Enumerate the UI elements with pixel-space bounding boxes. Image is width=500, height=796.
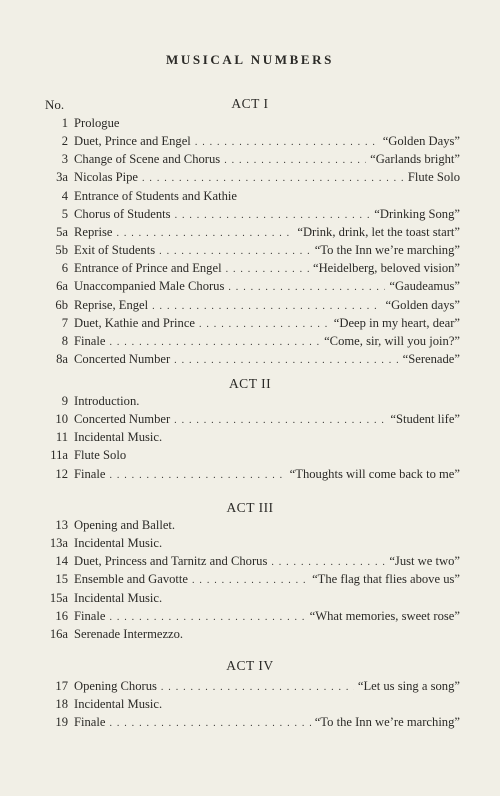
number-label: 16 — [55, 608, 68, 623]
song-title: “To the Inn we’re marching” — [314, 243, 460, 258]
dot-leader — [271, 557, 385, 568]
musical-number-row — [40, 609, 460, 627]
number-label: 8 — [61, 333, 68, 348]
song-title: “Student life” — [390, 412, 460, 427]
dot-leader — [116, 228, 293, 239]
number-label: 5 — [61, 206, 68, 221]
number-description: Chorus of Students — [74, 206, 171, 221]
number-description: Opening and Ballet. — [74, 518, 176, 532]
dot-leader — [174, 355, 398, 366]
number-label: 6 — [61, 261, 68, 276]
musical-number-row — [40, 394, 460, 412]
musical-number-row — [40, 243, 460, 261]
number-label: 14 — [55, 554, 68, 569]
dot-leader — [226, 264, 309, 275]
number-label: 15 — [55, 572, 68, 587]
number-label: 7 — [61, 315, 68, 330]
musical-number-row — [40, 189, 460, 207]
song-title: Flute Solo — [407, 170, 460, 185]
musical-number-row — [40, 591, 460, 609]
number-label: 16a — [49, 626, 68, 641]
dot-leader — [174, 415, 386, 426]
musical-number-row — [40, 170, 460, 188]
number-label: 8a — [56, 351, 68, 366]
musical-number-row — [40, 134, 460, 152]
number-description: Reprise — [74, 224, 113, 239]
act-heading: ACT IV — [226, 658, 274, 673]
number-label: 5b — [55, 243, 68, 258]
number-label: 1 — [61, 116, 68, 130]
dot-leader — [109, 612, 305, 623]
musical-number-row — [40, 518, 460, 536]
song-title: “What memories, sweet rose” — [309, 608, 460, 623]
number-description: Duet, Princess and Tarnitz and Chorus — [74, 554, 268, 569]
musical-number-row — [40, 116, 460, 134]
number-description: Finale — [74, 715, 106, 730]
song-title: “Garlands bright” — [370, 152, 460, 167]
number-description: Introduction. — [74, 394, 140, 408]
musical-number-row — [40, 316, 460, 334]
act-heading: ACT II — [228, 376, 272, 391]
number-label: 9 — [61, 394, 68, 408]
act-heading: ACT I — [231, 96, 269, 111]
number-description: Finale — [74, 466, 106, 481]
number-description: Incidental Music. — [74, 590, 163, 605]
number-description: Incidental Music. — [74, 697, 163, 712]
song-title: “Serenade” — [402, 351, 460, 366]
song-title: “Just we two” — [389, 554, 460, 569]
number-label: 12 — [55, 466, 68, 481]
musical-number-row — [40, 152, 460, 170]
song-title: “Come, sir, will you join?” — [324, 333, 460, 348]
dot-leader — [109, 337, 320, 348]
act-heading: ACT III — [226, 500, 274, 515]
musical-number-row — [40, 334, 460, 352]
number-description: Serenade Intermezzo. — [74, 626, 184, 641]
musical-number-row — [40, 467, 460, 485]
dot-leader — [192, 575, 308, 586]
number-description: Reprise, Engel — [74, 297, 149, 312]
number-description: Ensemble and Gavotte — [74, 572, 189, 587]
song-title: “Golden days” — [385, 297, 460, 312]
musical-number-row — [40, 298, 460, 316]
number-description: Change of Scene and Chorus — [74, 152, 221, 167]
number-label: 11 — [55, 430, 68, 445]
number-label: 6b — [55, 297, 68, 312]
musical-number-row — [40, 715, 460, 733]
number-description: Incidental Music. — [74, 536, 163, 551]
musical-number-row — [40, 554, 460, 572]
number-label: 11a — [50, 448, 68, 463]
song-title: “Thoughts will come back to me” — [289, 466, 460, 481]
number-description: Opening Chorus — [74, 679, 157, 693]
number-description: Duet, Kathie and Prince — [74, 315, 195, 330]
musical-number-row — [40, 627, 460, 645]
song-title: “To the Inn we’re marching” — [314, 715, 460, 730]
number-label: 6a — [56, 279, 68, 294]
musical-number-row — [40, 448, 460, 466]
musical-number-row — [40, 279, 460, 297]
number-description: Concerted Number — [74, 412, 171, 427]
number-label: 3a — [56, 170, 68, 185]
number-description: Duet, Prince and Engel — [74, 134, 191, 149]
number-label: 18 — [55, 697, 68, 712]
song-title: “Drinking Song” — [374, 206, 460, 221]
number-description: Entrance of Prince and Engel — [74, 261, 222, 276]
song-title: “Golden Days” — [382, 134, 460, 149]
song-title: “Let us sing a song” — [357, 679, 460, 693]
dot-leader — [195, 137, 379, 148]
musical-number-row — [40, 679, 460, 697]
musical-number-row — [40, 536, 460, 554]
number-label: 4 — [61, 188, 68, 203]
musical-number-row — [40, 261, 460, 279]
song-title: “Drink, drink, let the toast start” — [297, 224, 460, 239]
dot-leader — [199, 319, 330, 330]
musical-number-row — [40, 225, 460, 243]
dot-leader — [159, 246, 311, 257]
number-description: Flute Solo — [74, 448, 127, 463]
song-title: “Gaudeamus” — [389, 279, 460, 294]
musical-number-row — [40, 412, 460, 430]
dot-leader — [228, 282, 385, 293]
dot-leader — [224, 155, 366, 166]
song-title: “The flag that flies above us” — [312, 572, 460, 587]
musical-number-row — [40, 697, 460, 715]
number-label: 17 — [55, 679, 68, 693]
number-column-label: No. — [45, 97, 65, 112]
number-description: Prologue — [74, 116, 120, 130]
number-description: Concerted Number — [74, 351, 171, 366]
number-label: 19 — [55, 715, 68, 730]
number-label: 13a — [49, 536, 68, 551]
dot-leader — [175, 210, 371, 221]
number-description: Nicolas Pipe — [74, 170, 139, 185]
musical-number-row — [40, 352, 460, 370]
dot-leader — [109, 718, 310, 729]
musical-number-row — [40, 207, 460, 225]
dot-leader — [152, 301, 381, 312]
number-label: 10 — [55, 412, 68, 427]
number-description: Unaccompanied Male Chorus — [74, 279, 225, 294]
musical-number-row — [40, 430, 460, 448]
number-label: 3 — [61, 152, 68, 167]
musical-number-row — [40, 572, 460, 590]
number-description: Finale — [74, 608, 106, 623]
number-description: Incidental Music. — [74, 430, 163, 445]
dot-leader — [109, 470, 285, 481]
dot-leader — [142, 173, 404, 184]
number-label: 5a — [56, 224, 68, 239]
song-title: “Heidelberg, beloved vision” — [313, 261, 460, 276]
page-title: MUSICAL NUMBERS — [166, 52, 334, 67]
number-description: Exit of Students — [74, 243, 156, 258]
song-title: “Deep in my heart, dear” — [333, 315, 460, 330]
number-label: 2 — [61, 134, 68, 149]
number-description: Finale — [74, 333, 106, 348]
number-description: Entrance of Students and Kathie — [74, 188, 237, 203]
number-label: 15a — [49, 590, 68, 605]
number-label: 13 — [55, 518, 68, 532]
dot-leader — [161, 682, 354, 693]
